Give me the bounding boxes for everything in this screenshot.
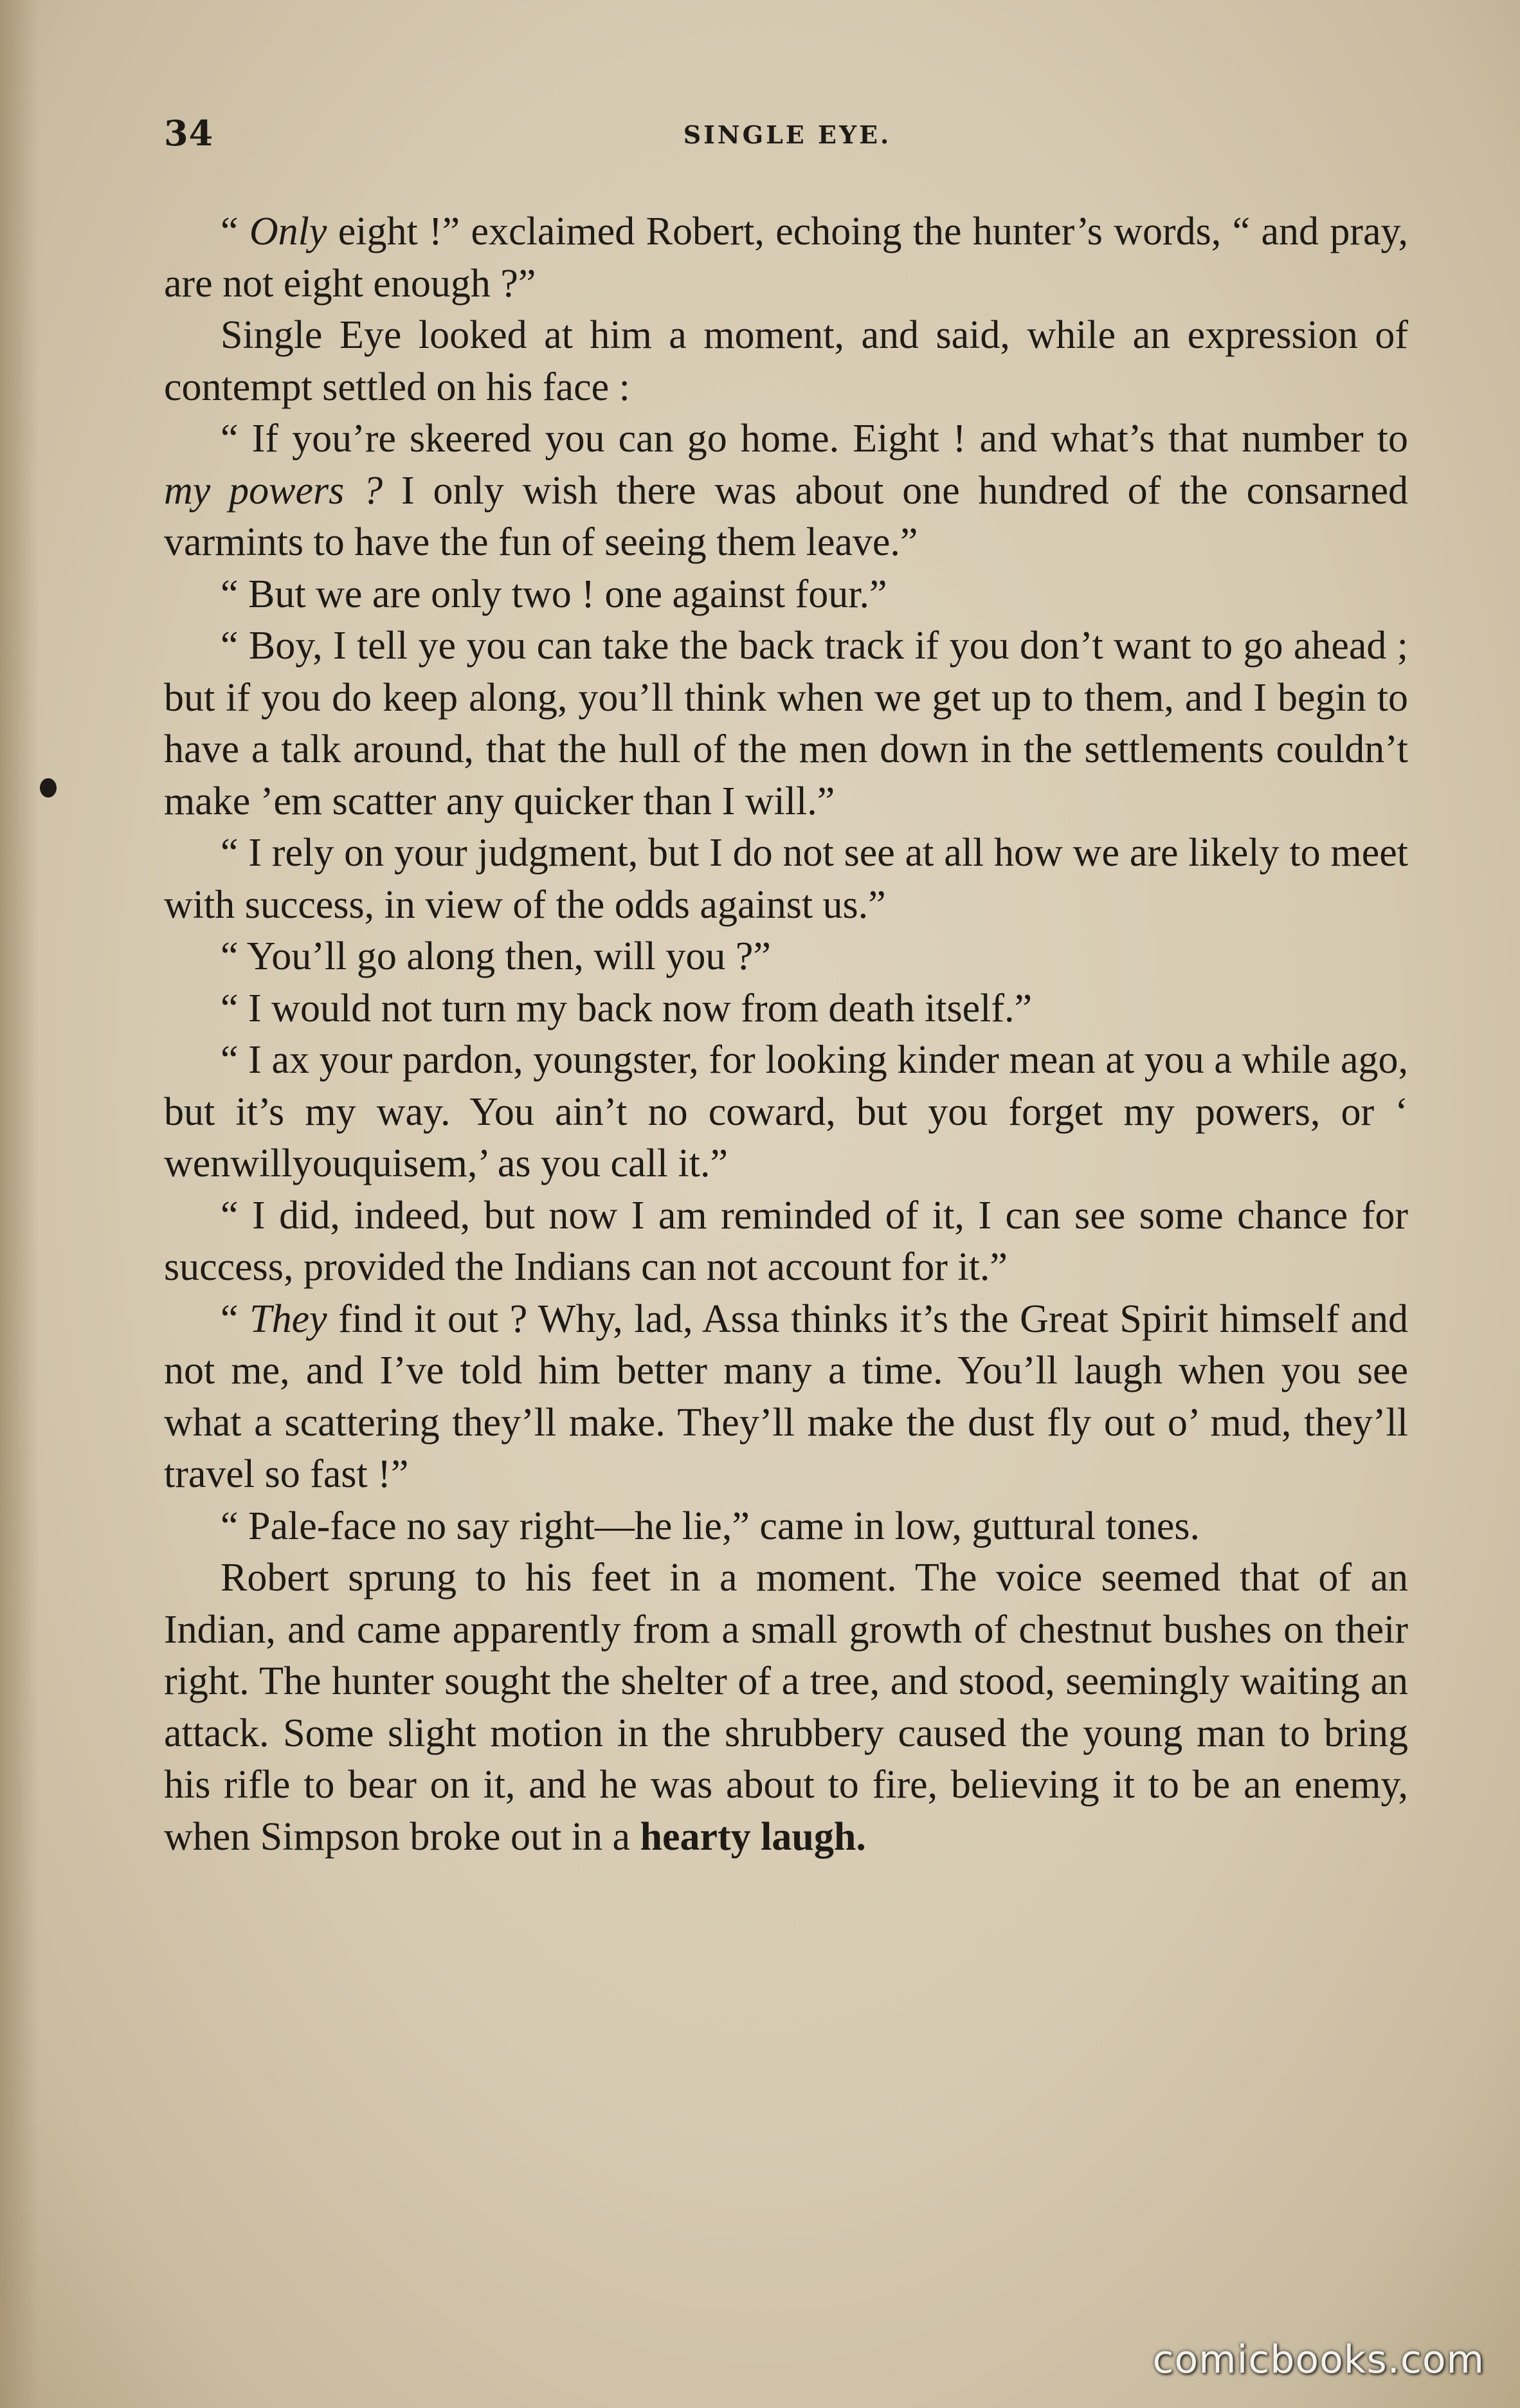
paragraph: “ I ax your pardon, youngster, for looking kinder mean at you a while ago, but it’s my way. You ain’t no coward, but you forget my powers, or ‘ wenwillyouquisem,’ as you call it.” <box>164 1038 1408 1185</box>
page-header <box>164 113 1411 164</box>
paragraph: “ I rely on your judgment, but I do not see at all how we are likely to meet with success, in view of the odds against us.” <box>164 831 1408 927</box>
running-head: SINGLE EYE. <box>683 120 892 149</box>
body-text <box>164 206 1408 1863</box>
paragraph: Robert sprung to his feet in a moment. The voice seemed that of an Indian, and came apparently from a small growth of chestnut bushes on their right. The hunter sought the shelter of a tree, and stood, seemingly waiting an attack. Some slight motion in the shrubbery caused the young man to bring his rifle to bear on it, and he was about to fire, believing it to be an enemy, when Simpson broke out in a hearty laugh. <box>164 1556 1408 1859</box>
closing-words: hearty laugh. <box>640 1814 866 1859</box>
paragraph: “ But we are only two ! one against four.” <box>221 572 887 616</box>
page-number: 34 <box>164 113 214 154</box>
paragraph: “ You’ll go along then, will you ?” <box>221 935 771 978</box>
paragraph: “ They find it out ? Why, lad, Assa thinks it’s the Great Spirit himself and not me, and I’ve told him better many a time. You’ll laugh when you see what a scattering they’ll make. They’ll make the dust fly out o’ mud, they’ll travel so fast !” <box>164 1297 1408 1496</box>
paragraph: “ If you’re skeered you can go home. Eight ! and what’s that number to my powers ? I only wish there was about one hundred of the consarned varmints to have the fun of seeing them leave.” <box>164 417 1409 564</box>
watermark: comicbooks.com <box>1152 2337 1485 2382</box>
paragraph: “ Boy, I tell ye you can take the back track if you don’t want to go ahead ; but if you do keep along, you’ll think when we get up to them, and I begin to have a talk around, that the hull of the men down in the settlements couldn’t make ’em scatter any quicker than I will.” <box>164 624 1408 823</box>
paragraph: “ Only eight !” exclaimed Robert, echoing the hunter’s words, “ and pray, are not eight enough ?” <box>164 210 1408 306</box>
paragraph: “ I would not turn my back now from death itself.” <box>221 986 1033 1030</box>
paragraph: “ Pale-face no say right—he lie,” came in low, guttural tones. <box>221 1504 1200 1548</box>
paragraph: Single Eye looked at him a moment, and said, while an expression of contempt settled on his face : <box>164 313 1408 409</box>
ink-spot <box>40 778 57 798</box>
paragraph: “ I did, indeed, but now I am reminded of it, I can see some chance for success, provided the Indians can not account for it.” <box>164 1193 1408 1289</box>
